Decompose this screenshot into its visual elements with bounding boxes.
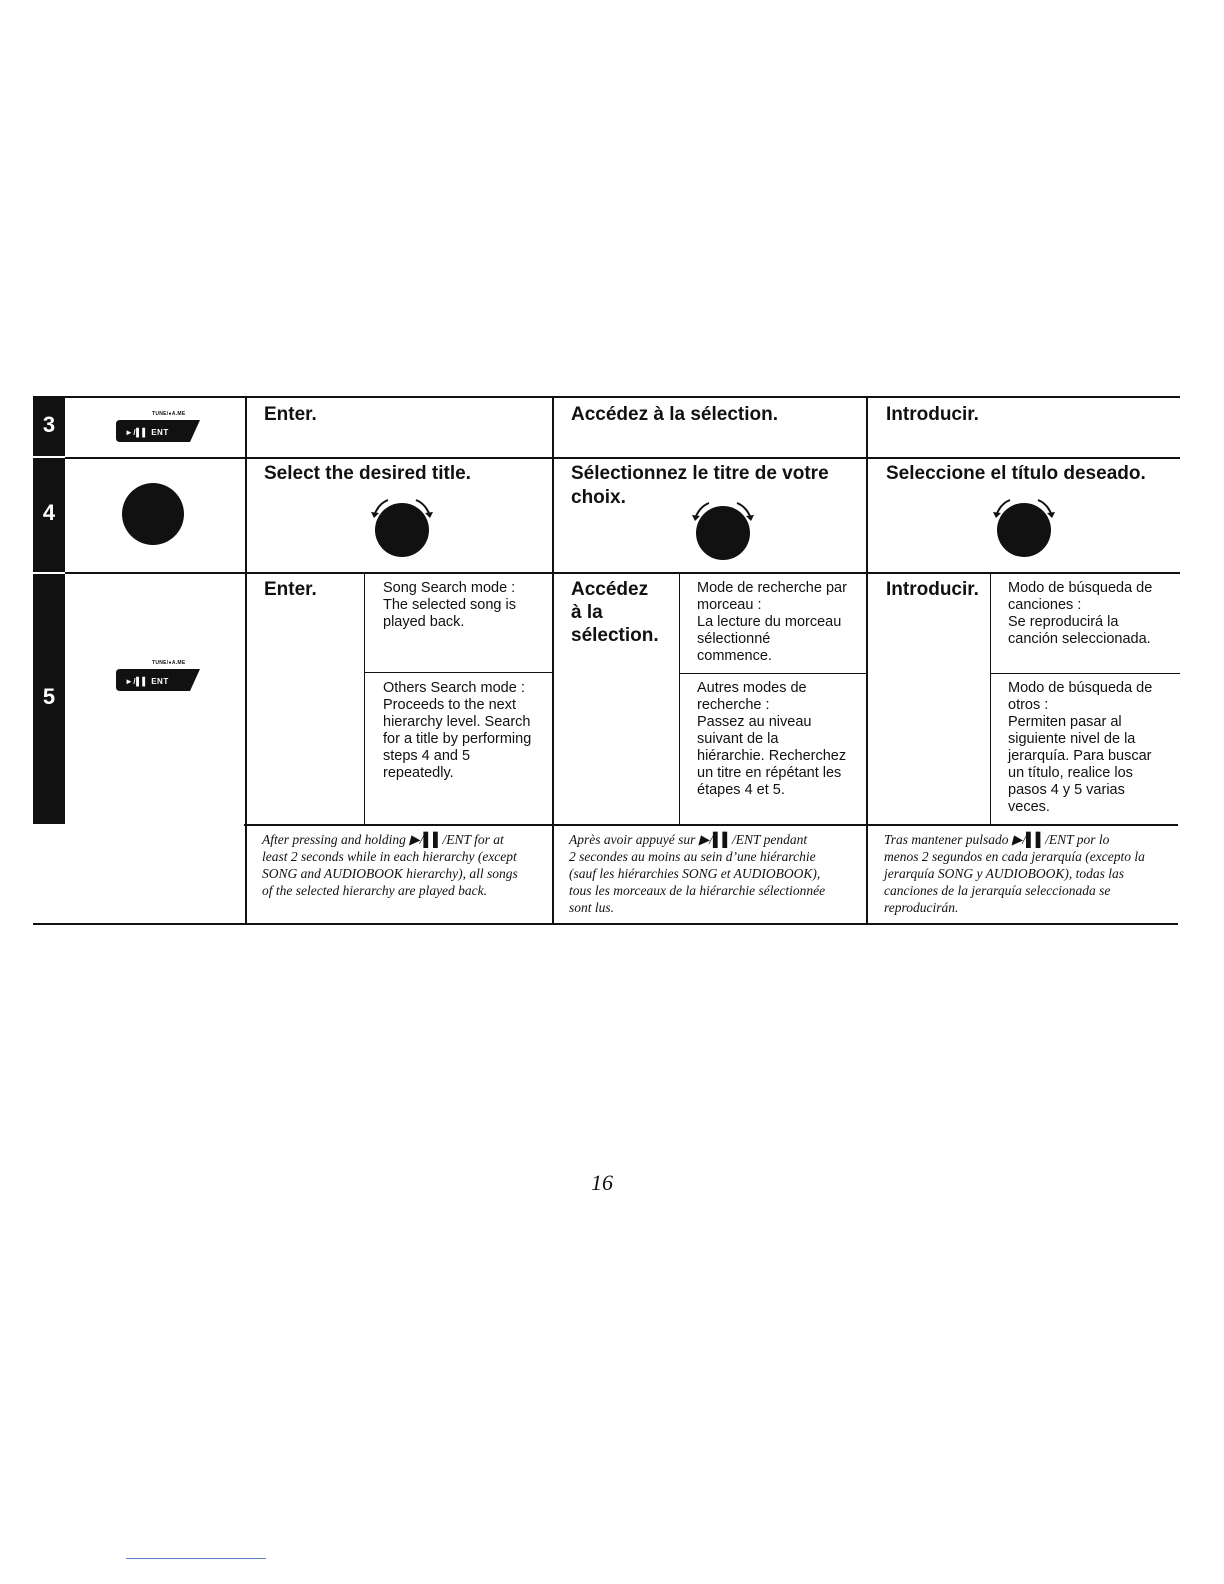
play-enter-button-illustration — [116, 410, 206, 446]
others-mode-line: Proceeds to the next — [383, 697, 516, 713]
step-5-es-song-mode — [1008, 580, 1178, 648]
song-mode-label: Mode de recherche par — [697, 580, 847, 596]
song-mode-label: Song Search mode : — [383, 580, 516, 596]
others-mode-label: Modo de búsqueda de — [1008, 680, 1153, 696]
others-mode-line: jerarquía. Para buscar — [1008, 748, 1152, 764]
step-4-number: 4 — [42, 500, 56, 525]
step-4-fr-heading-line2: choix. — [571, 487, 626, 508]
others-mode-line: Permiten pasar al — [1008, 714, 1122, 730]
others-mode-line: steps 4 and 5 — [383, 748, 471, 764]
others-mode-line: veces. — [1008, 799, 1050, 815]
step-4-es-heading: Seleccione el título deseado. — [886, 463, 1146, 484]
tune-label: TUNE/●A.ME — [152, 660, 186, 666]
others-mode-line: suivant de la — [697, 731, 779, 747]
note-line: 2 secondes au moins au sein d’une hiérarchie — [569, 849, 816, 864]
step-5-number: 5 — [42, 684, 56, 709]
note-line: canciones de la jerarquía seleccionada se — [884, 883, 1111, 898]
row-5-bottom-rule — [244, 824, 1178, 826]
others-mode-label: Others Search mode : — [383, 680, 525, 696]
table-bottom-rule — [33, 923, 1178, 925]
note-line: sont lus. — [569, 900, 615, 915]
others-mode-label: otros : — [1008, 697, 1049, 713]
others-mode-line: un titre en répétant les — [697, 765, 842, 781]
step-4-fr-heading-line1: Sélectionnez le titre de votre — [571, 463, 829, 484]
row-3-bottom-rule — [65, 457, 1180, 459]
col-en-left-rule — [245, 396, 247, 924]
step-3-number: 3 — [42, 412, 56, 437]
others-mode-line: siguiente nivel de la — [1008, 731, 1136, 747]
fr-heading-line: sélection. — [571, 625, 659, 646]
song-mode-line: La lecture du morceau — [697, 614, 842, 630]
note-line: tous les morceaux de la hiérarchie sélectionnée — [569, 883, 826, 898]
step-4-en-heading: Select the desired title. — [264, 463, 471, 484]
step-5-es-others-mode — [1008, 680, 1178, 816]
note-line: of the selected hierarchy are played back. — [262, 883, 488, 898]
fr-heading-line: Accédez — [571, 579, 649, 600]
note-line: (sauf les hiérarchies SONG et AUDIOBOOK), — [569, 866, 821, 881]
table-top-rule — [65, 396, 1180, 398]
others-mode-line: for a title by performing — [383, 731, 532, 747]
note-line: menos 2 segundos en cada jerarquía (excepto la — [884, 849, 1145, 864]
jog-dial-icon — [122, 483, 184, 545]
others-mode-line: repeatedly. — [383, 765, 454, 781]
play-enter-button-illustration-step5 — [116, 659, 206, 695]
col-fr-left-rule — [552, 396, 554, 924]
tune-label: TUNE/●A.ME — [152, 411, 186, 417]
step-5-en-others-mode — [383, 680, 548, 782]
song-mode-line: canción seleccionada. — [1008, 631, 1151, 647]
others-mode-line: étapes 4 et 5. — [697, 782, 785, 798]
song-mode-line: Se reproducirá la — [1008, 614, 1119, 630]
note-line: jerarquía SONG y AUDIOBOOK), todas las — [884, 866, 1124, 881]
song-mode-line: commence. — [697, 648, 772, 664]
note-line: least 2 seconds while in each hierarchy (except — [262, 849, 517, 864]
song-mode-line: sélectionné — [697, 631, 771, 647]
note-es — [884, 831, 1176, 916]
step-5-fr-song-mode — [697, 580, 865, 665]
step-5-es-sub-rule — [990, 574, 991, 824]
step-5-en-song-mode — [383, 580, 548, 631]
step-5-fr-others-mode — [697, 680, 865, 799]
footer-rule — [126, 1558, 266, 1559]
step-5-en-divider — [364, 672, 552, 673]
others-mode-label: recherche : — [697, 697, 770, 713]
note-fr — [569, 831, 861, 916]
song-mode-label: morceau : — [697, 597, 762, 613]
others-mode-line: hierarchy level. Search — [383, 714, 531, 730]
note-line: Tras mantener pulsado ▶/▌▌/ENT por lo — [884, 832, 1110, 847]
others-mode-line: pasos 4 y 5 varias — [1008, 782, 1125, 798]
step-3-es-heading: Introducir. — [886, 404, 979, 425]
others-mode-label: Autres modes de — [697, 680, 807, 696]
song-mode-line: The selected song is — [383, 597, 516, 613]
others-mode-line: hiérarchie. Recherchez — [697, 748, 847, 764]
song-mode-label: Modo de búsqueda de — [1008, 580, 1153, 596]
step-3-en-heading: Enter. — [264, 404, 317, 425]
col-es-left-rule — [866, 396, 868, 924]
song-mode-line: played back. — [383, 614, 465, 630]
row-4-bottom-rule — [65, 572, 1180, 574]
rotate-dial-icon — [685, 497, 761, 563]
step-5-en-sub-rule — [364, 574, 365, 824]
step-5-es-heading: Introducir. — [886, 579, 979, 600]
step-5-fr-heading — [571, 578, 659, 647]
rotate-dial-icon — [986, 494, 1062, 560]
note-en — [262, 831, 547, 899]
play-enter-label: ►/▌▌ ENT — [125, 677, 169, 686]
note-line: After pressing and holding ▶/▌▌/ENT for at — [262, 832, 504, 847]
rotate-dial-icon — [364, 494, 440, 560]
song-mode-label: canciones : — [1008, 597, 1082, 613]
note-line: SONG and AUDIOBOOK hierarchy), all songs — [262, 866, 518, 881]
others-mode-line: Passez au niveau — [697, 714, 812, 730]
step-5-fr-sub-rule — [679, 574, 680, 824]
note-line: reproducirán. — [884, 900, 959, 915]
step-5-fr-divider — [679, 673, 866, 674]
step-5-en-heading: Enter. — [264, 579, 317, 600]
fr-heading-line: à la — [571, 602, 603, 623]
page-number: 16 — [591, 1170, 613, 1195]
step-5-es-divider — [990, 673, 1180, 674]
note-line: Après avoir appuyé sur ▶/▌▌/ENT pendant — [569, 832, 808, 847]
step-3-fr-heading: Accédez à la sélection. — [571, 404, 778, 425]
others-mode-line: un título, realice los — [1008, 765, 1133, 781]
play-enter-label: ►/▌▌ ENT — [125, 428, 169, 437]
